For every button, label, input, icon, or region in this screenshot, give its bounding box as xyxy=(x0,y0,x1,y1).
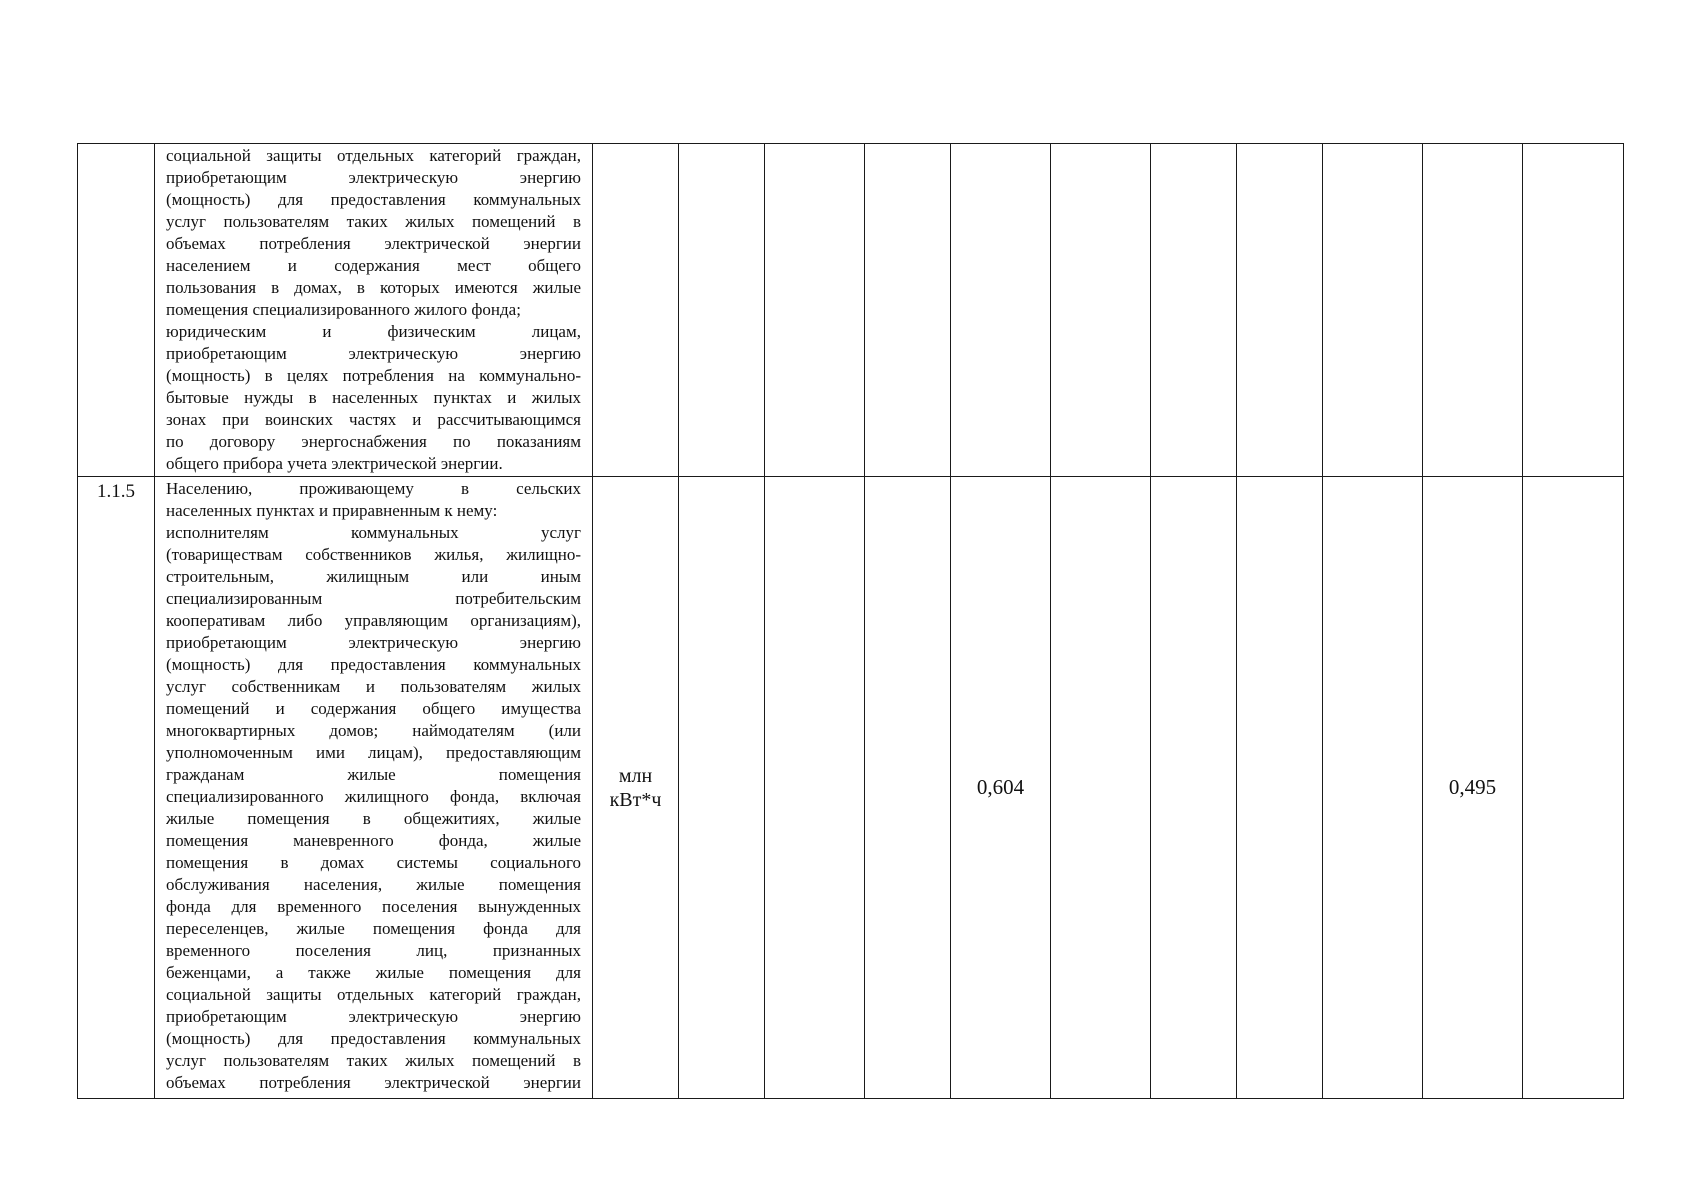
value-cell xyxy=(1237,144,1323,477)
description-line: специализированным потребительским xyxy=(166,589,581,608)
description-line: объемах потребления электрической энергии xyxy=(166,1073,581,1092)
description-line: помещений и содержания общего имущества xyxy=(166,699,581,718)
description-line: услуг пользователям таких жилых помещений в xyxy=(166,1051,581,1070)
value-cell xyxy=(765,144,865,477)
description-line: помещения маневренного фонда, жилые xyxy=(166,831,581,850)
unit-cell xyxy=(593,477,679,1099)
description-line: по договору энергоснабжения по показаниям xyxy=(166,432,581,451)
description-line: социальной защиты отдельных категорий граждан, xyxy=(166,146,581,165)
tariff-table xyxy=(77,143,1624,1099)
description-line: (мощность) для предоставления коммунальных xyxy=(166,655,581,674)
value-cell xyxy=(1051,144,1151,477)
description-line: бытовые нужды в населенных пунктах и жилых xyxy=(166,388,581,407)
value-cell xyxy=(765,477,865,1099)
value-cell xyxy=(865,144,951,477)
value-cell xyxy=(679,477,765,1099)
description-line: переселенцев, жилые помещения фонда для xyxy=(166,919,581,938)
description-line: (мощность) для предоставления коммунальных xyxy=(166,1029,581,1048)
description-line: обслуживания населения, жилые помещения xyxy=(166,875,581,894)
description-line: приобретающим электрическую энергию xyxy=(166,344,581,363)
description-line: помещения специализированного жилого фонда; xyxy=(166,300,521,319)
table-row-1-1-5 xyxy=(78,477,1624,1099)
value-cell xyxy=(1051,477,1151,1099)
description-cell xyxy=(155,477,593,1099)
description-line: многоквартирных домов; наймодателям (или xyxy=(166,721,581,740)
row-number-cell xyxy=(78,477,155,1099)
description-line: населенных пунктах и приравненным к нему: xyxy=(166,501,498,520)
row-number: 1.1.5 xyxy=(97,481,135,502)
value-cell xyxy=(1423,477,1523,1099)
table-row-continuation xyxy=(78,144,1624,477)
description-line: кооперативам либо управляющим организациям), xyxy=(166,611,581,630)
unit-cell xyxy=(593,144,679,477)
value-cell xyxy=(1323,477,1423,1099)
description-line: исполнителям коммунальных услуг xyxy=(166,523,581,542)
description-line: жилые помещения в общежитиях, жилые xyxy=(166,809,581,828)
description-line: юридическим и физическим лицам, xyxy=(166,322,581,341)
description-line: помещения в домах системы социального xyxy=(166,853,581,872)
description-line: уполномоченным ими лицам), предоставляющим xyxy=(166,743,581,762)
value-cell xyxy=(1523,477,1624,1099)
description-line: объемах потребления электрической энергии xyxy=(166,234,581,253)
cell-value: 0,604 xyxy=(976,775,1025,799)
description-line: приобретающим электрическую энергию xyxy=(166,168,581,187)
value-cell xyxy=(865,477,951,1099)
description-line: (мощность) в целях потребления на коммунально- xyxy=(166,366,581,385)
cell-value: 0,495 xyxy=(1448,775,1497,799)
description-line: общего прибора учета электрической энергии. xyxy=(166,454,503,473)
description-line: строительным, жилищным или иным xyxy=(166,567,581,586)
value-cell xyxy=(679,144,765,477)
description-line: приобретающим электрическую энергию xyxy=(166,633,581,652)
value-cell xyxy=(1523,144,1624,477)
value-cell xyxy=(951,477,1051,1099)
description-line: временного поселения лиц, признанных xyxy=(166,941,581,960)
value-cell xyxy=(1151,144,1237,477)
description-line: населением и содержания мест общего xyxy=(166,256,581,275)
description-cell xyxy=(155,144,593,477)
description-line: услуг пользователям таких жилых помещений в xyxy=(166,212,581,231)
value-cell xyxy=(951,144,1051,477)
description-line: услуг собственникам и пользователям жилых xyxy=(166,677,581,696)
row-number-cell xyxy=(78,144,155,477)
description-line: специализированного жилищного фонда, включая xyxy=(166,787,581,806)
description-line: беженцами, а также жилые помещения для xyxy=(166,963,581,982)
value-cell xyxy=(1423,144,1523,477)
value-cell xyxy=(1237,477,1323,1099)
description-line: (товариществам собственников жилья, жилищно- xyxy=(166,545,581,564)
description-line: Населению, проживающему в сельских xyxy=(166,479,581,498)
description-line: социальной защиты отдельных категорий граждан, xyxy=(166,985,581,1004)
description-line: приобретающим электрическую энергию xyxy=(166,1007,581,1026)
unit-label-line: кВт*ч xyxy=(609,788,662,811)
description-line: гражданам жилые помещения xyxy=(166,765,581,784)
description-line: фонда для временного поселения вынужденных xyxy=(166,897,581,916)
description-line: зонах при воинских частях и рассчитывающимся xyxy=(166,410,581,429)
description-line: (мощность) для предоставления коммунальных xyxy=(166,190,581,209)
description-line: пользования в домах, в которых имеются жилые xyxy=(166,278,581,297)
value-cell xyxy=(1323,144,1423,477)
unit-label-line: млн xyxy=(618,764,653,787)
value-cell xyxy=(1151,477,1237,1099)
